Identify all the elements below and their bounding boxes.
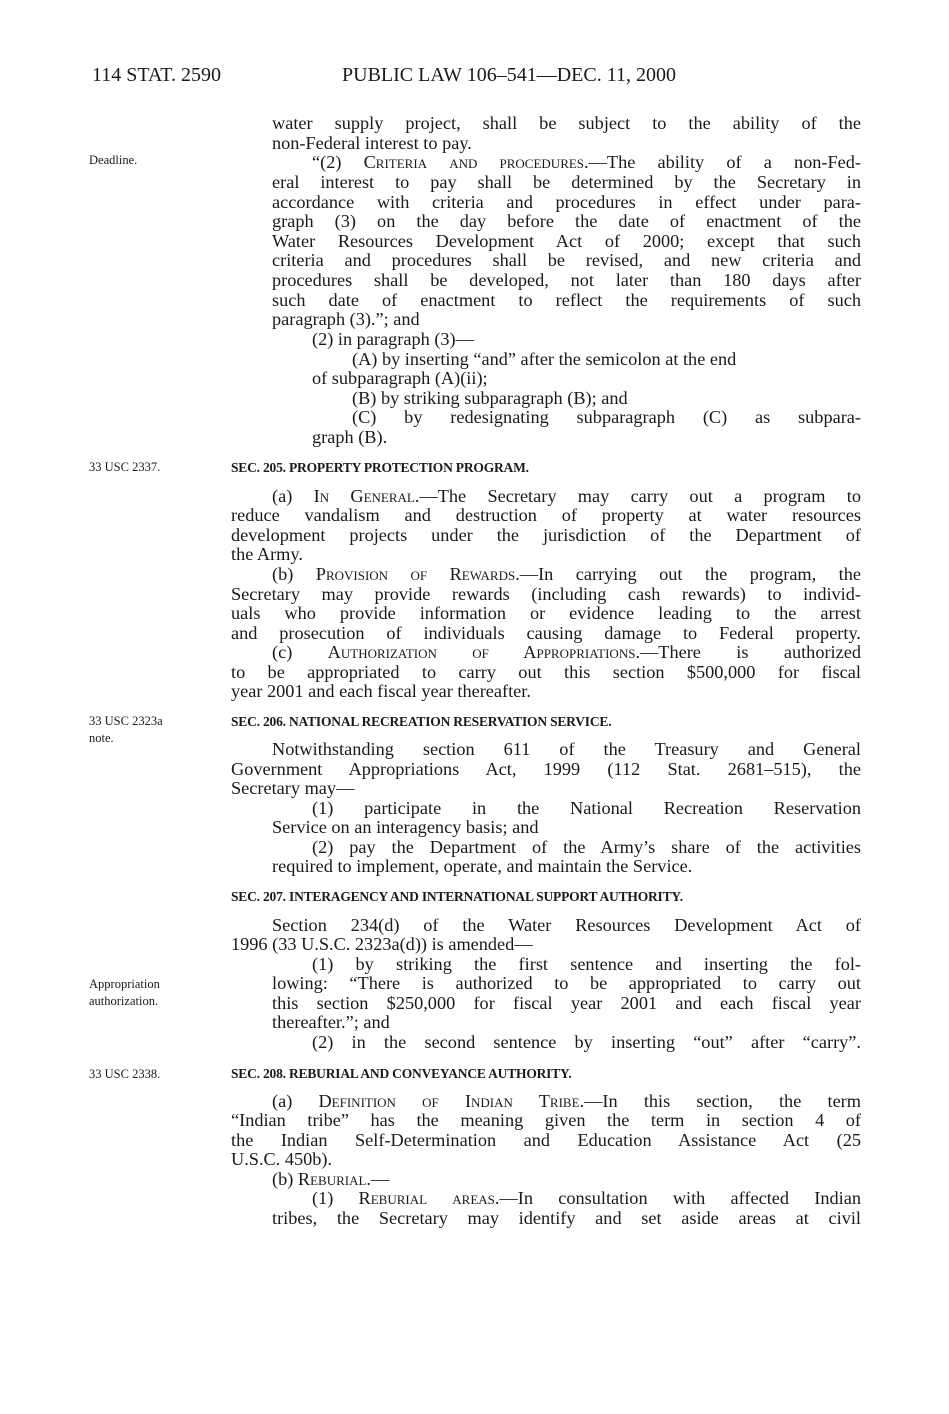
text-line: to be appropriated to carry out this section $500,000 for fiscal	[231, 662, 861, 682]
text-line: Secretary may—	[231, 778, 355, 798]
text-line: (C) by redesignating subparagraph (C) as subpara-	[352, 407, 861, 427]
text-line: Secretary may provide rewards (including cash rewards) to individ-	[231, 584, 861, 604]
text-line: such date of enactment to reflect the requirements of such	[272, 290, 861, 310]
text-line: of subparagraph (A)(ii);	[312, 368, 488, 388]
text-line: graph (3) on the day before the date of enactment of the	[272, 211, 861, 231]
text-line: (2) in the second sentence by inserting “out” after “carry”.	[312, 1032, 861, 1052]
text-line: “(2) Criteria and procedures.—The ability of a non-Fed-	[312, 152, 861, 172]
text-line: Notwithstanding section 611 of the Treasury and General	[272, 739, 861, 759]
text-line: (2) in paragraph (3)—	[312, 329, 474, 349]
text-line: required to implement, operate, and maintain the Service.	[272, 856, 693, 876]
text-line: Service on an interagency basis; and	[272, 817, 539, 837]
text-line: (1) by striking the first sentence and inserting the fol-	[312, 954, 861, 974]
text-line: (b) Reburial.—	[272, 1169, 390, 1189]
text-line: accordance with criteria and procedures in effect under para-	[272, 192, 861, 212]
text-line: U.S.C. 450b).	[231, 1149, 333, 1169]
law-title: PUBLIC LAW 106–541—DEC. 11, 2000	[342, 64, 676, 86]
text-line: (a) In General.—The Secretary may carry out a program to	[272, 486, 861, 506]
text-line: tribes, the Secretary may identify and set aside areas at civil	[272, 1208, 861, 1228]
margin-note-usc-2338: 33 USC 2338.	[89, 1067, 161, 1081]
text-line: lowing: “There is authorized to be appropriated to carry out	[272, 973, 861, 993]
section-heading-205: SEC. 205. PROPERTY PROTECTION PROGRAM.	[231, 460, 529, 475]
margin-note-deadline: Deadline.	[89, 153, 138, 167]
text-line: criteria and procedures shall be revised, and new criteria and	[272, 250, 861, 270]
text-line: eral interest to pay shall be determined by the Secretary in	[272, 172, 861, 192]
text-line: (1) participate in the National Recreation Reservation	[312, 798, 861, 818]
text-line: this section $250,000 for fiscal year 2001 and each fiscal year	[272, 993, 861, 1013]
text-line: year 2001 and each fiscal year thereafter.	[231, 681, 531, 701]
margin-note-usc-2323a: 33 USC 2323a note.	[89, 714, 163, 745]
text-line: the Indian Self-Determination and Education Assistance Act (25	[231, 1130, 861, 1150]
text-line: uals who provide information or evidence leading to the arrest	[231, 603, 861, 623]
section-heading-207: SEC. 207. INTERAGENCY AND INTERNATIONAL SUPPORT AUTHORITY.	[231, 889, 683, 904]
text-line: (2) pay the Department of the Army’s share of the activities	[312, 837, 861, 857]
text-line: non-Federal interest to pay.	[272, 133, 472, 153]
text-line: thereafter.”; and	[272, 1012, 390, 1032]
text-line: procedures shall be developed, not later than 180 days after	[272, 270, 861, 290]
text-line: (a) Definition of Indian Tribe.—In this section, the term	[272, 1091, 861, 1111]
text-line: Government Appropriations Act, 1999 (112 Stat. 2681–515), the	[231, 759, 861, 779]
text-line: (1) Reburial areas.—In consultation with affected Indian	[312, 1188, 861, 1208]
margin-note-usc-2337: 33 USC 2337.	[89, 460, 161, 474]
text-line: development projects under the jurisdiction of the Department of	[231, 525, 861, 545]
text-line: the Army.	[231, 544, 303, 564]
text-line: (B) by striking subparagraph (B); and	[352, 388, 628, 408]
stat-page-number: 114 STAT. 2590	[92, 64, 221, 86]
text-line: graph (B).	[312, 427, 388, 447]
text-line: (c) Authorization of Appropriations.—There is authorized	[272, 642, 861, 662]
text-line: “Indian tribe” has the meaning given the term in section 4 of	[231, 1110, 861, 1130]
text-line: reduce vandalism and destruction of property at water resources	[231, 505, 861, 525]
text-line: (b) Provision of Rewards.—In carrying out the program, the	[272, 564, 862, 584]
text-line: 1996 (33 U.S.C. 2323a(d)) is amended—	[231, 934, 533, 954]
text-line: water supply project, shall be subject to the ability of the	[272, 113, 861, 133]
section-heading-206: SEC. 206. NATIONAL RECREATION RESERVATION SERVICE.	[231, 714, 612, 729]
text-line: Water Resources Development Act of 2000; except that such	[272, 231, 861, 251]
text-line: (A) by inserting “and” after the semicolon at the end	[352, 349, 737, 369]
text-line: and prosecution of individuals causing damage to Federal property.	[231, 623, 861, 643]
section-heading-208: SEC. 208. REBURIAL AND CONVEYANCE AUTHORITY.	[231, 1066, 572, 1081]
margin-note-appropriation: Appropriation authorization.	[89, 977, 160, 1008]
text-line: Section 234(d) of the Water Resources Development Act of	[272, 915, 861, 935]
text-line: paragraph (3).”; and	[272, 309, 420, 329]
